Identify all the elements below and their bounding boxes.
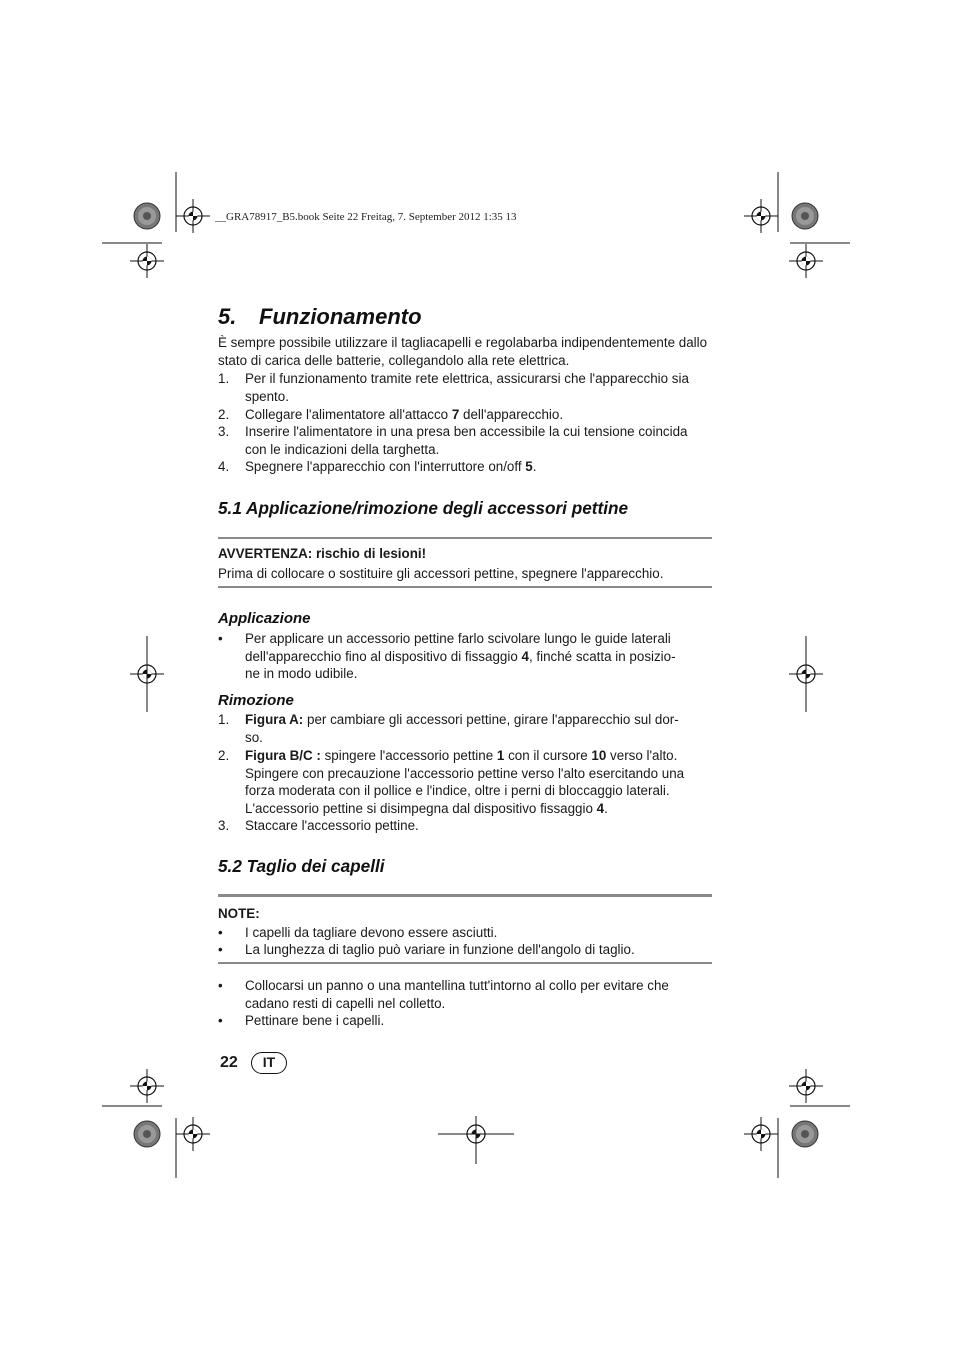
- step-item: 4. Spegnere l'apparecchio con l'interruttore on/off 5.: [218, 459, 537, 474]
- chapter-title: [218, 300, 422, 334]
- note-item: • La lunghezza di taglio può variare in funzione dell'angolo di taglio.: [218, 942, 635, 957]
- chapter-number: 5.: [218, 304, 237, 329]
- color-target-top-left: [134, 203, 160, 229]
- step-item: 1. Per il funzionamento tramite rete elettrica, assicurarsi che l'apparecchio sia spento.: [218, 371, 689, 404]
- warning-bottom-rule: [218, 586, 712, 588]
- section-5-1-title: 5.1 Applicazione/rimozione degli accessori pettine: [218, 498, 629, 518]
- rimozione-title: Rimozione: [218, 692, 294, 709]
- warning-title: AVVERTENZA: rischio di lesioni!: [218, 546, 427, 561]
- note-title: NOTE:: [218, 906, 260, 921]
- warning-text: Prima di collocare o sostituire gli accessori pettine, spegnere l'apparecchio.: [218, 566, 664, 581]
- step-item: 1. Figura A: per cambiare gli accessori pettine, girare l'apparecchio sul dor- so.: [218, 712, 679, 745]
- chapter-intro: È sempre possibile utilizzare il tagliacapelli e regolabarba indipendentemente dallo stato di carica delle batterie, collegandolo alla rete elettrica.: [218, 335, 708, 368]
- list-item: • Per applicare un accessorio pettine farlo scivolare lungo le guide laterali dell'apparecchio fino al dispositivo di fissaggio 4, finché scatta in posizio- ne in modo udibile.: [218, 631, 676, 682]
- step-item: 2. Collegare l'alimentatore all'attacco 7 dell'apparecchio.: [218, 407, 564, 422]
- note-bottom-rule: [218, 962, 712, 964]
- step-item: 3. Staccare l'accessorio pettine.: [218, 818, 419, 833]
- color-target-bottom-left: [134, 1121, 160, 1147]
- color-target-top-right: [792, 203, 818, 229]
- color-target-bottom-right: [792, 1121, 818, 1147]
- note-top-rule: [218, 894, 712, 897]
- page-number: 22: [220, 1054, 238, 1071]
- section-5-2-title: 5.2 Taglio dei capelli: [218, 856, 385, 876]
- list-item: • Collocarsi un panno o una mantellina tutt'intorno al collo per evitare che cadano resti di capelli nel colletto.: [218, 978, 669, 1011]
- warning-top-rule: [218, 537, 712, 539]
- language-badge: IT: [251, 1052, 287, 1074]
- print-header: __GRA78917_B5.book Seite 22 Freitag, 7. September 2012 1:35 13: [215, 211, 517, 223]
- step-item: 3. Inserire l'alimentatore in una presa ben accessibile la cui tensione coincida con le indicazioni della targhetta.: [218, 424, 688, 457]
- note-item: • I capelli da tagliare devono essere asciutti.: [218, 925, 498, 940]
- step-item: 2. Figura B/C : spingere l'accessorio pettine 1 con il cursore 10 verso l'alto. Spingere con precauzione l'accessorio pettine verso l'alto esercitando una forza moderata con il pollice e l'indice, oltre i perni di bloccaggio laterali. L'accessorio pettine si disimpegna dal dispositivo fissaggio 4.: [218, 748, 685, 816]
- applicazione-title: Applicazione: [218, 610, 311, 627]
- chapter-title-text: Funzionamento: [259, 304, 422, 329]
- list-item: • Pettinare bene i capelli.: [218, 1013, 385, 1028]
